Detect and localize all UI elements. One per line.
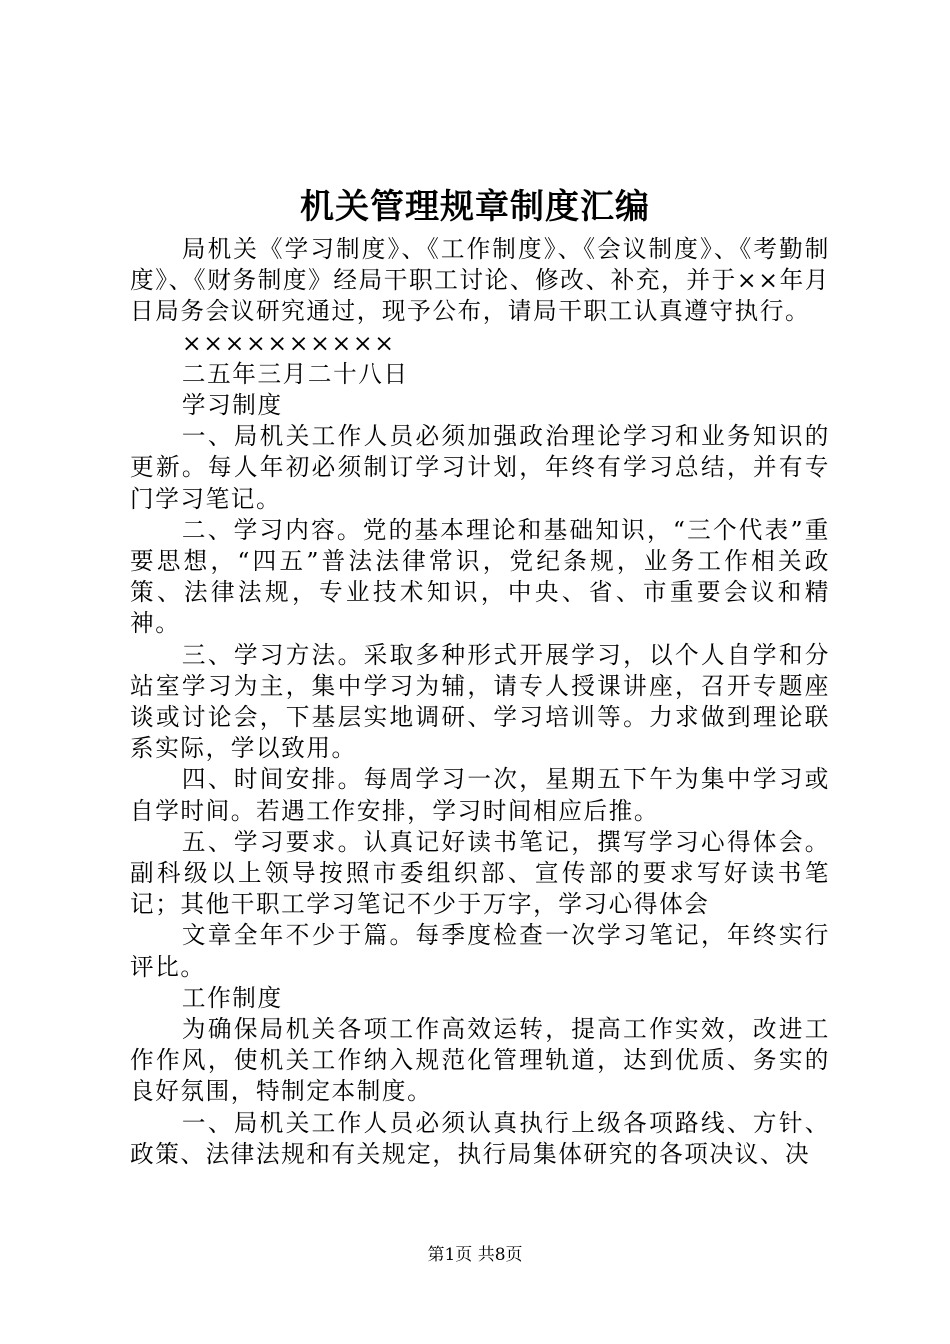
paragraph-intro: 局机关《学习制度》、《工作制度》、《会议制度》、《考勤制度》、《财务制度》经局干职工讨论、修改、补充，并于××年月日局务会议研究通过，现予公布，请局干职工认真遵守执行。 <box>130 235 830 326</box>
paragraph-study-5: 五、学习要求。认真记好读书笔记，撰写学习心得体会。副科级以上领导按照市委组织部、宣传部的要求写好读书笔记；其他干职工学习笔记不少于万字，学习心得体会 <box>130 827 830 919</box>
document-body <box>130 234 830 1170</box>
paragraph-work-intro: 为确保局机关各项工作高效运转，提高工作实效，改进工作作风，使机关工作纳入规范化管理轨道，达到优质、务实的良好氛围，特制定本制度。 <box>130 1015 830 1106</box>
paragraph-study-4: 四、时间安排。每周学习一次，星期五下午为集中学习或自学时间。若遇工作安排，学习时间相应后推。 <box>130 765 830 825</box>
document-title: 机关管理规章制度汇编 <box>300 187 650 227</box>
paragraph-study-1: 一、局机关工作人员必须加强政治理论学习和业务知识的更新。每人年初必须制订学习计划，年终有学习总结，并有专门学习笔记。 <box>130 422 830 513</box>
paragraph-date: 二五年三月二十八日 <box>181 359 409 388</box>
paragraph-issuer: ×××××××××× <box>181 328 396 357</box>
page-indicator: 第1页 共8页 <box>427 1245 523 1265</box>
paragraph-work-1: 一、局机关工作人员必须认真执行上级各项路线、方针、政策、法律法规和有关规定，执行局集体研究的各项决议、决 <box>130 1108 830 1168</box>
paragraph-study-3: 三、学习方法。采取多种形式开展学习，以个人自学和分站室学习为主，集中学习为辅，请专人授课讲座，召开专题座谈或讨论会，下基层实地调研、学习培训等。力求做到理论联系实际，学以致用。 <box>130 640 830 763</box>
section-heading-work: 工作制度 <box>181 983 283 1012</box>
section-heading-study: 学习制度 <box>181 391 283 420</box>
paragraph-study-2: 二、学习内容。党的基本理论和基础知识，“三个代表”重要思想，“四五”普法法律常识，党纪条规，业务工作相关政策、法律法规，专业技术知识，中央、省、市重要会议和精神。 <box>130 515 830 638</box>
paragraph-study-5-cont: 文章全年不少于篇。每季度检查一次学习笔记，年终实行评比。 <box>130 921 830 981</box>
